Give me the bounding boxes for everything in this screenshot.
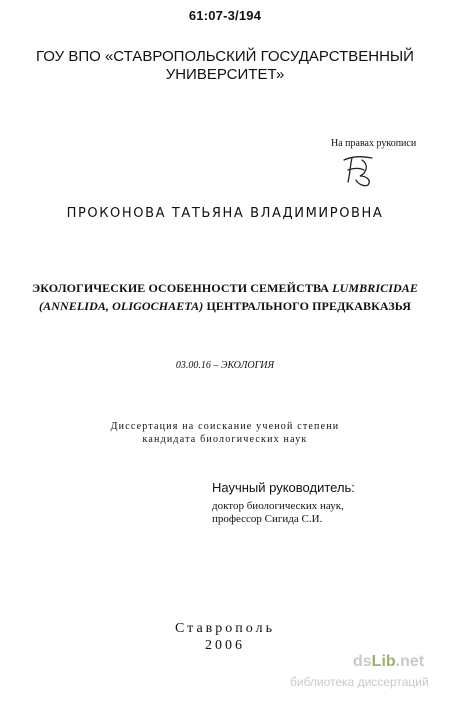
degree-line-1: Диссертация на соискание ученой степени bbox=[110, 421, 340, 432]
dissertation-title bbox=[0, 279, 450, 315]
watermark-logo-ds: ds bbox=[353, 653, 372, 670]
author-name: ПРОКОНОВА ТАТЬЯНА ВЛАДИМИРОВНА bbox=[66, 206, 384, 221]
title-line-2-text: ЦЕНТРАЛЬНОГО ПРЕДКАВКАЗЬЯ bbox=[203, 299, 411, 313]
title-line-1-latin: LUMBRICIDAE bbox=[332, 281, 418, 295]
year: 2006 bbox=[205, 638, 245, 653]
university-line-1: ГОУ ВПО «СТАВРОПОЛЬСКИЙ ГОСУДАРСТВЕННЫЙ bbox=[36, 48, 414, 65]
university-name bbox=[0, 48, 450, 84]
title-line-2 bbox=[0, 297, 450, 315]
watermark-logo-net: .net bbox=[395, 653, 425, 670]
title-line-1 bbox=[0, 279, 450, 297]
title-line-1-text: ЭКОЛОГИЧЕСКИЕ ОСОБЕННОСТИ СЕМЕЙСТВА bbox=[32, 281, 333, 295]
supervisor-details bbox=[212, 500, 344, 526]
manuscript-rights-note: На правах рукописи bbox=[331, 138, 417, 149]
signature-icon bbox=[338, 152, 380, 188]
degree-statement bbox=[0, 420, 450, 446]
archive-code: 61:07-3/194 bbox=[188, 8, 262, 23]
watermark-logo bbox=[353, 653, 424, 671]
city: Ставрополь bbox=[175, 621, 275, 636]
degree-line-2: кандидата биологических наук bbox=[142, 434, 308, 445]
place-and-year bbox=[0, 620, 450, 654]
university-line-2: УНИВЕРСИТЕТ» bbox=[165, 66, 285, 83]
supervisor-name: профессор Сигида С.И. bbox=[212, 513, 323, 525]
watermark-logo-lib: Lib bbox=[371, 653, 396, 670]
specialty-code: 03.00.16 – ЭКОЛОГИЯ bbox=[175, 360, 275, 371]
supervisor-heading: Научный руководитель: bbox=[212, 480, 355, 495]
title-line-2-latin: (ANNELIDA, OLIGOCHAETA) bbox=[39, 299, 204, 313]
watermark-subtitle: библиотека диссертаций bbox=[290, 675, 429, 689]
supervisor-degree: доктор биологических наук, bbox=[212, 500, 344, 512]
